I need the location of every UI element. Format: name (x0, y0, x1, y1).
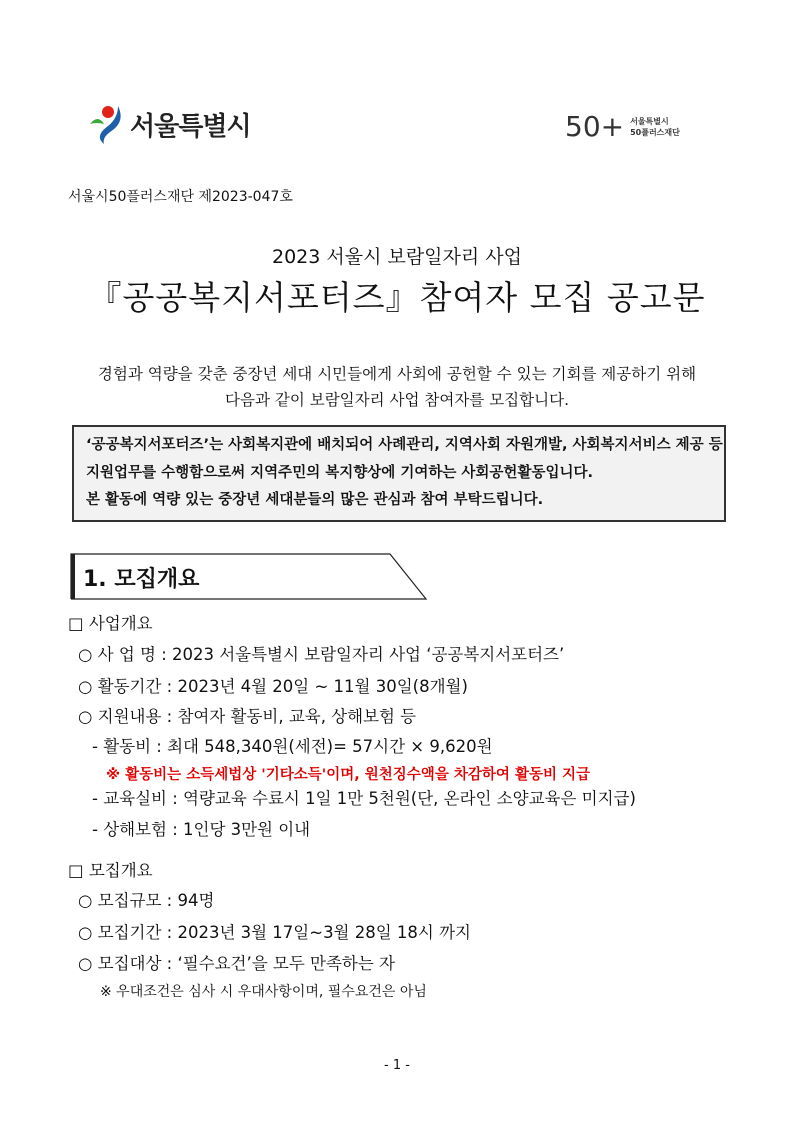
list-item: ○ 모집규모 : 94명 (78, 891, 215, 910)
list-item: ○ 사 업 명 : 2023 서울특별시 보람일자리 사업 ‘공공복지서포터즈’ (78, 645, 565, 664)
list-item: ○ 지원내용 : 참여자 활동비, 교육, 상해보험 등 (78, 707, 417, 726)
intro-line: 다음과 같이 보람일자리 사업 참여자를 모집합니다. (225, 391, 569, 409)
document-number: 서울시50플러스재단 제2023-047호 (68, 189, 293, 205)
summary-line: 본 활동에 역량 있는 중장년 세대분들의 많은 관심과 참여 부탁드립니다. (86, 492, 544, 508)
seoul-city-logo (86, 102, 251, 146)
foundation-logo (565, 110, 680, 143)
warning-note: ※ 활동비는 소득세법상 '기타소득'이며, 원천징수액을 차감하여 활동비 지급 (106, 767, 591, 783)
section-heading (70, 553, 430, 605)
note: ※ 우대조건은 심사 시 우대사항이며, 필수요건은 아님 (100, 984, 427, 1000)
page-title: 『공공복지서포터즈』참여자 모집 공고문 (88, 278, 706, 317)
summary-line: ‘공공복지서포터즈’는 사회복지관에 배치되어 사례관리, 지역사회 자원개발, 사회복지서비스 제공 등 (86, 437, 723, 453)
intro-line: 경험과 역량을 갖춘 중장년 세대 시민들에게 사회에 공헌할 수 있는 기회를 제공하기 위해 (97, 365, 697, 383)
section-heading-label: 1. 모집개요 (83, 567, 200, 592)
list-item: ○ 모집기간 : 2023년 3월 17일~3월 28일 18시 까지 (78, 923, 471, 942)
sub-item: - 상해보험 : 1인당 3만원 이내 (92, 820, 311, 839)
subtitle: 2023 서울시 보람일자리 사업 (271, 246, 522, 268)
foundation-logo-line: 서울특별시 (630, 116, 669, 126)
summary-line: 지원업무를 수행함으로써 지역주민의 복지향상에 기여하는 사회공헌활동입니다. (86, 465, 593, 481)
list-item: ○ 모집대상 : ‘필수요건’을 모두 만족하는 자 (78, 954, 395, 973)
list-item: ○ 활동기간 : 2023년 4월 20일 ~ 11월 30일(8개월) (78, 677, 468, 696)
summary-box (72, 425, 726, 522)
sub-item: - 교육실비 : 역량교육 수료시 1일 1만 5천원(단, 온라인 소양교육은 미지급) (92, 789, 636, 808)
subsection-label: □ 모집개요 (68, 861, 153, 880)
seoul-symbol-icon (86, 102, 126, 146)
page-number: - 1 - (384, 1058, 410, 1073)
foundation-logo-line: 50플러스재단 (630, 127, 680, 137)
subsection-label: □ 사업개요 (68, 614, 153, 633)
sub-item: - 활동비 : 최대 548,340원(세전)= 57시간 × 9,620원 (92, 737, 493, 756)
foundation-logo-mark: 50+ (565, 110, 625, 143)
seoul-logo-text: 서울특별시 (130, 111, 251, 142)
